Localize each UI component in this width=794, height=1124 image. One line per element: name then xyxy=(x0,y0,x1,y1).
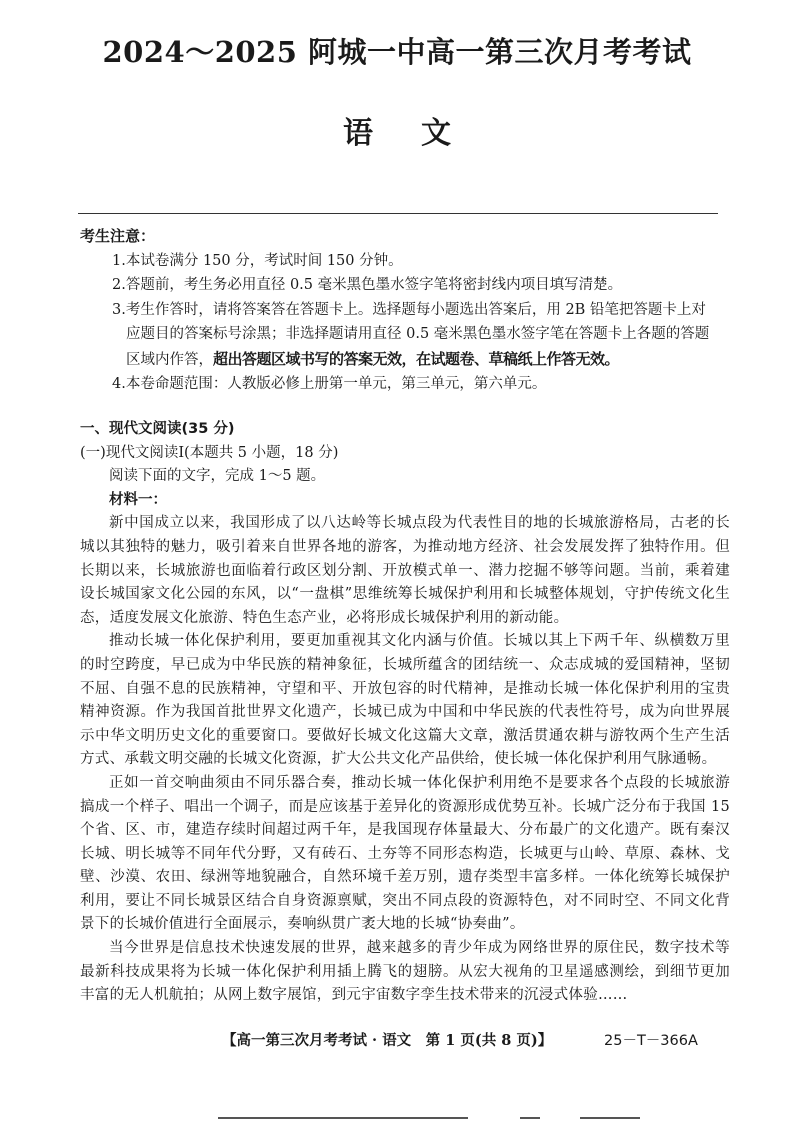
subject-title: 语文 xyxy=(343,116,499,151)
reading-section xyxy=(80,418,730,1008)
material-label: 材料一： xyxy=(109,491,167,508)
paragraph: 正如一首交响曲须由不同乐器合奏，推动长城一体化保护利用绝不是要求各个点段的长城旅游搞成一个样子、唱出一个调子，而是应该基于差异化的资源形成优势互补。长城广泛分布于我国 15 个省、区、市，建造存续时间超过两千年，是我国现存体量最大、分布最广的文化遗产。既有秦汉长城、明长城等不同年代分野，又有砖石、土夯等不同形态构造，长城更与山岭、草原、森林、戈壁、沙漠、农田、绿洲等地貌融合，自然环境千差万别，遗存类型丰富多样。一体化统筹长城保护利用，要让不同长城景区结合自身资源禀赋，突出不同点段的资源特色，对不同时空、不同文化背景下的长城价值进行全面展示，奏响纵贯广袤大地的长城“协奏曲”。 xyxy=(80,774,730,933)
notice-heading: 考生注意： xyxy=(80,227,156,245)
section-subheading: (一)现代文阅读Ⅰ(本题共 5 小题，18 分) xyxy=(80,444,339,461)
exam-title: 2024～2025 阿城一中高一第三次月考考试 xyxy=(102,35,692,69)
header-divider xyxy=(78,213,718,214)
footer-page-info: 【高一第三次月考考试 · 语文 第 1 页(共 8 页)】 xyxy=(222,1032,553,1049)
section-heading: 一、现代文阅读(35 分) xyxy=(80,421,235,437)
notice-item-3-text: 3.考生作答时，请将答案答在答题卡上。选择题每小题选出答案后，用 2B 铅笔把答题卡上对应题目的答案标号涂黑；非选择题请用直径 0.5 毫米黑色墨水签字笔在答题卡上各题的答题区域内作答， xyxy=(112,301,710,368)
notice-item-3-emphasis: 超出答题区域书写的答案无效，在试题卷、草稿纸上作答无效。 xyxy=(213,349,620,368)
scan-mark xyxy=(520,1117,540,1119)
notice-item-2: 2.答题前，考生务必用直径 0.5 毫米黑色墨水签字笔将密封线内项目填写清楚。 xyxy=(112,277,623,293)
paragraph: 当今世界是信息技术快速发展的世界，越来越多的青少年成为网络世界的原住民，数字技术等最新科技成果将为长城一体化保护利用插上腾飞的翅膀。从宏大视角的卫星遥感测绘，到细节更加丰富的无人机航拍；从网上数字展馆，到元宇宙数字孪生技术带来的沉浸式体验…… xyxy=(80,940,730,1004)
scan-mark xyxy=(580,1117,640,1119)
notice-item-3 xyxy=(94,298,720,373)
paragraph: 新中国成立以来，我国形成了以八达岭等长城点段为代表性目的地的长城旅游格局，古老的长城以其独特的魅力，吸引着来自世界各地的游客，为推动地方经济、社会发展发挥了独特作用。但长期以来，长城旅游也面临着行政区划分割、开放模式单一、潜力挖掘不够等问题。当前，乘着建设长城国家文化公园的东风，以“一盘棋”思维统筹长城保护利用和长城整体规划，守护传统文化生态，适度发展文化旅游、特色生态产业，必将形成长城保护利用的新动能。 xyxy=(80,515,730,626)
paragraph: 推动长城一体化保护利用，要更加重视其文化内涵与价值。长城以其上下两千年、纵横数万里的时空跨度，早已成为中华民族的精神象征，长城所蕴含的团结统一、众志成城的爱国精神，坚韧不屈、自强不息的民族精神，守望和平、开放包容的时代精神，是推动长城一体化保护利用的宝贵精神资源。作为我国首批世界文化遗产，长城已成为中国和中华民族的代表性符号，成为向世界展示中华文明历史文化的重要窗口。要做好长城文化这篇大文章，激活贯通农耕与游牧两个生产生活方式、承载文明交融的长城文化资源，扩大公共文化产品供给，使长城一体化保护利用气脉通畅。 xyxy=(80,633,730,768)
scan-mark xyxy=(218,1117,468,1119)
notice-item-1: 1.本试卷满分 150 分，考试时间 150 分钟。 xyxy=(112,252,403,269)
notice-item-4: 4.本卷命题范围：人教版必修上册第一单元，第三单元，第六单元。 xyxy=(112,376,547,392)
notice-block xyxy=(80,224,720,397)
footer-exam-code: 25－T－366A xyxy=(604,1033,698,1049)
reading-instruction: 阅读下面的文字，完成 1～5 题。 xyxy=(109,468,326,485)
